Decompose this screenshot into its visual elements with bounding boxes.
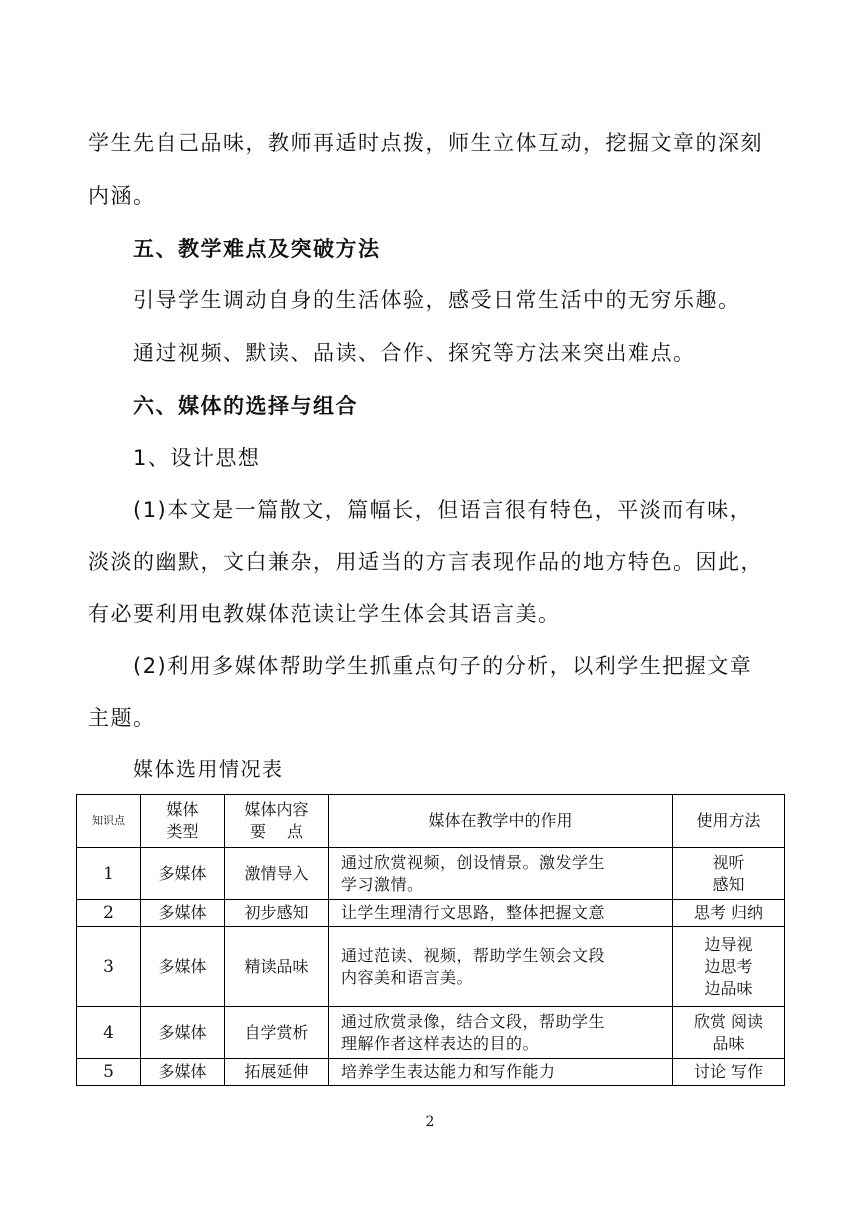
cell-type: 多媒体	[141, 900, 225, 927]
cell-method: 讨论 写作	[673, 1059, 785, 1086]
cell-type: 多媒体	[141, 1007, 225, 1059]
paragraph-line: 内涵。	[88, 184, 156, 208]
table-row	[77, 927, 785, 1007]
cell-method: 欣赏 阅读 品味	[673, 1007, 785, 1059]
paragraph-line: 通过视频、默读、品读、合作、探究等方法来突出难点。	[133, 341, 696, 365]
cell-type: 多媒体	[141, 1059, 225, 1086]
header-media-role: 媒体在教学中的作用	[329, 795, 673, 848]
cell-method: 思考 归纳	[673, 900, 785, 927]
header-usage-method: 使用方法	[673, 795, 785, 848]
cell-num: 4	[77, 1007, 141, 1059]
cell-type: 多媒体	[141, 848, 225, 900]
paragraph-line: (2)利用多媒体帮助学生抓重点句子的分析，以利学生把握文章	[133, 654, 753, 678]
cell-method: 边导视 边思考 边品味	[673, 927, 785, 1007]
paragraph-line: 学生先自己品味，教师再适时点拨，师生立体互动，挖掘文章的深刻	[88, 131, 763, 155]
table-row	[77, 1007, 785, 1059]
section-heading-6: 六、媒体的选择与组合	[133, 394, 358, 418]
subheading: 1、设计思想	[133, 446, 261, 470]
paragraph-line: (1)本文是一篇散文，篇幅长，但语言很有特色，平淡而有味，	[133, 498, 753, 522]
cell-num: 2	[77, 900, 141, 927]
cell-role: 通过范读、视频，帮助学生领会文段 内容美和语言美。	[329, 927, 673, 1007]
table-row	[77, 900, 785, 927]
cell-content: 自学赏析	[225, 1007, 329, 1059]
page-number: 2	[425, 1114, 435, 1130]
cell-role: 通过欣赏视频，创设情景。激发学生 学习激情。	[329, 848, 673, 900]
cell-num: 1	[77, 848, 141, 900]
cell-role: 培养学生表达能力和写作能力	[329, 1059, 673, 1086]
header-media-content: 媒体内容 要 点	[225, 795, 329, 848]
table-header-row	[77, 795, 785, 848]
header-knowledge-point: 知识点	[77, 795, 141, 848]
cell-content: 激情导入	[225, 848, 329, 900]
cell-num: 5	[77, 1059, 141, 1086]
paragraph-line: 主题。	[88, 706, 156, 730]
cell-type: 多媒体	[141, 927, 225, 1007]
cell-role: 让学生理清行文思路，整体把握文意	[329, 900, 673, 927]
table-row	[77, 1059, 785, 1086]
table-caption: 媒体选用情况表	[133, 757, 284, 781]
paragraph-line: 有必要利用电教媒体范读让学生体会其语言美。	[88, 602, 561, 626]
media-table	[76, 794, 785, 1086]
header-media-type: 媒体 类型	[141, 795, 225, 848]
paragraph-line: 淡淡的幽默，文白兼杂，用适当的方言表现作品的地方特色。因此，	[88, 550, 763, 574]
cell-method: 视听 感知	[673, 848, 785, 900]
cell-num: 3	[77, 927, 141, 1007]
table-row	[77, 848, 785, 900]
paragraph-line: 引导学生调动自身的生活体验，感受日常生活中的无穷乐趣。	[133, 288, 741, 312]
cell-role: 通过欣赏录像，结合文段，帮助学生 理解作者这样表达的目的。	[329, 1007, 673, 1059]
cell-content: 精读品味	[225, 927, 329, 1007]
cell-content: 初步感知	[225, 900, 329, 927]
section-heading-5: 五、教学难点及突破方法	[133, 237, 381, 261]
cell-content: 拓展延伸	[225, 1059, 329, 1086]
